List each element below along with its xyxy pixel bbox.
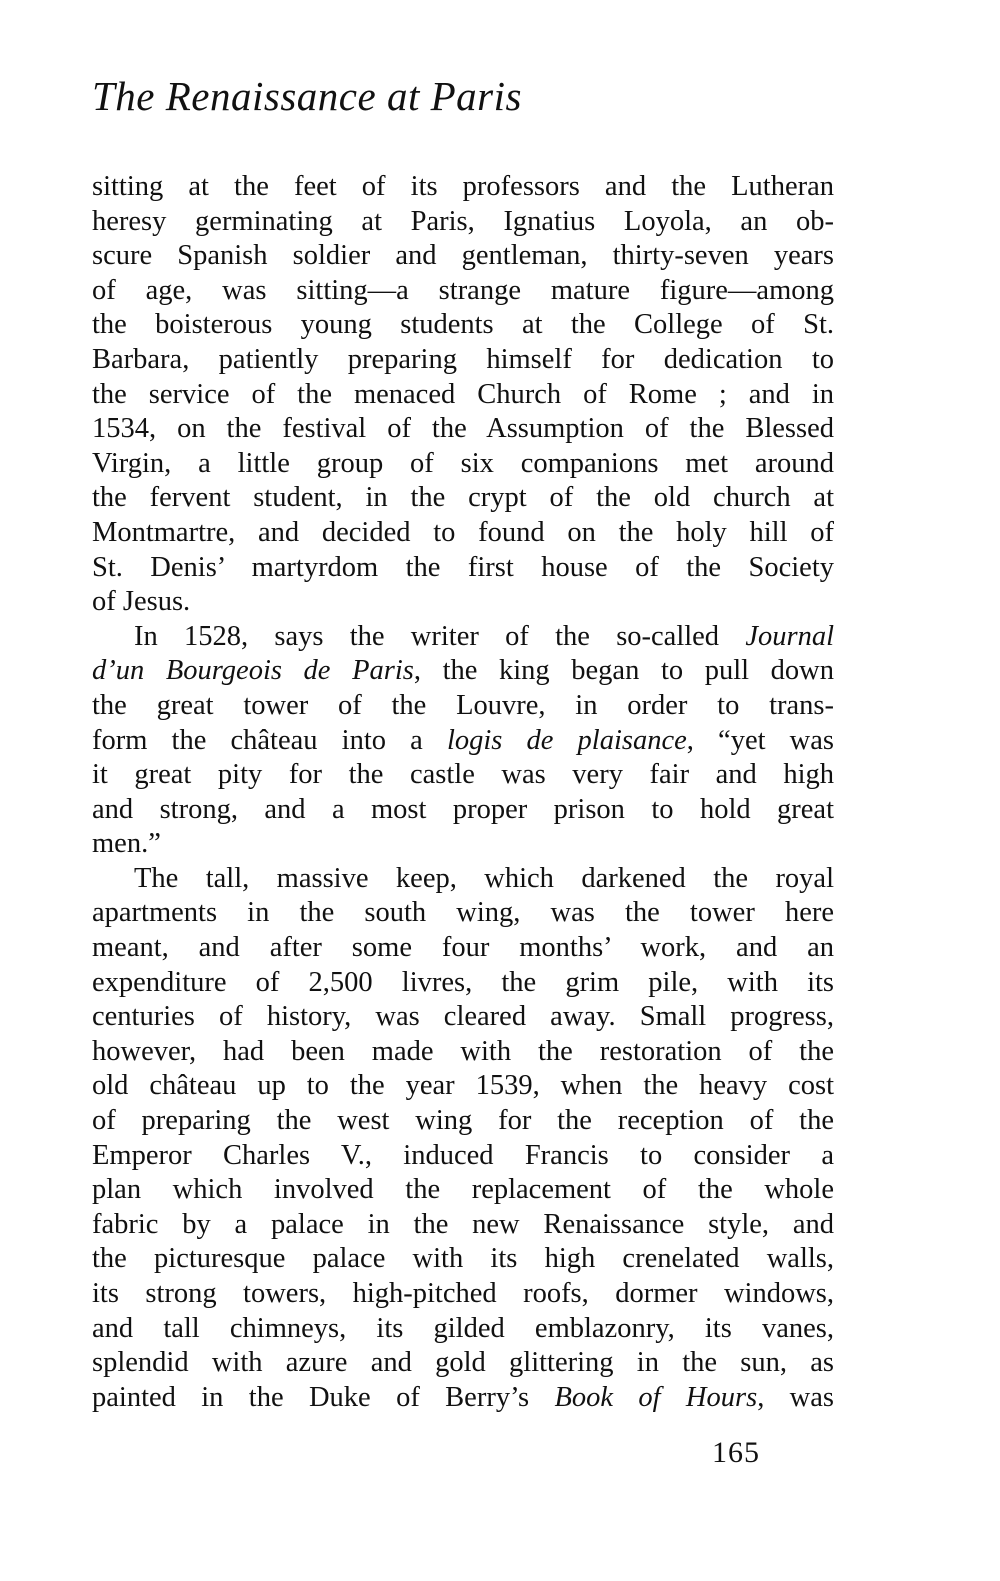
text-segment: , “yet was <box>686 724 834 756</box>
text-line: St. Denis’ martyrdom the first house of the Society <box>92 551 834 583</box>
text-line <box>92 1381 834 1416</box>
italic-title: logis de plaisance <box>446 724 687 756</box>
text-line: and tall chimneys, its gilded emblazonry, its vanes, <box>92 1312 834 1344</box>
text-line: centuries of history, was cleared away. Small progress, <box>92 1001 834 1033</box>
text-line: splendid with azure and gold glittering in the sun, as <box>92 1347 834 1379</box>
text-line: of preparing the west wing for the reception of the <box>92 1105 834 1137</box>
text-segment: , was <box>757 1381 835 1413</box>
italic-title: d’un Bourgeois de Paris <box>92 655 414 687</box>
text-segment: form the château into a <box>92 724 447 756</box>
text-line <box>92 724 834 759</box>
text-line: the service of the menaced Church of Rome ; and in <box>92 378 834 410</box>
text-line: heresy germinating at Paris, Ignatius Loyola, an ob- <box>92 205 834 237</box>
text-line: expenditure of 2,500 livres, the grim pile, with its <box>92 966 834 998</box>
running-head: The Renaissance at Paris <box>92 73 522 119</box>
text-line: old château up to the year 1539, when the heavy cost <box>92 1070 834 1102</box>
text-line: 1534, on the festival of the Assumption of the Blessed <box>92 413 834 445</box>
text-line: apartments in the south wing, was the tower here <box>92 897 834 929</box>
text-line: and strong, and a most proper prison to hold great <box>92 793 834 825</box>
text-line: plan which involved the replacement of the whole <box>92 1174 834 1206</box>
text-line: it great pity for the castle was very fair and high <box>92 759 834 791</box>
text-line: however, had been made with the restoration of the <box>92 1035 834 1067</box>
text-segment: painted in the Duke of Berry’s <box>92 1381 555 1413</box>
text-line: of Jesus. <box>92 586 191 618</box>
page-number: 165 <box>712 1436 760 1469</box>
text-line: The tall, massive keep, which darkened the royal <box>134 862 834 894</box>
text-line: the fervent student, in the crypt of the old church at <box>92 482 834 514</box>
text-line: the great tower of the Louvre, in order to trans- <box>92 689 834 721</box>
text-line: men.” <box>92 828 161 860</box>
text-line: of age, was sitting—a strange mature figure—among <box>92 274 834 306</box>
text-segment: In 1528, says the writer of the so-called <box>134 620 746 652</box>
text-line: Emperor Charles V., induced Francis to consider a <box>92 1139 834 1171</box>
text-line: sitting at the feet of its professors and the Lutheran <box>92 171 834 202</box>
text-line: the picturesque palace with its high crenelated walls, <box>92 1243 834 1275</box>
text-segment: , the king began to pull down <box>413 655 834 687</box>
text-line: Montmartre, and decided to found on the holy hill of <box>92 516 834 548</box>
text-line: fabric by a palace in the new Renaissance style, and <box>92 1208 834 1240</box>
text-line: Barbara, patiently preparing himself for dedication to <box>92 343 834 375</box>
text-line: meant, and after some four months’ work, and an <box>92 932 834 964</box>
text-line: the boisterous young students at the College of St. <box>92 309 834 341</box>
text-line: its strong towers, high-pitched roofs, dormer windows, <box>92 1278 834 1309</box>
text-line <box>92 620 834 655</box>
italic-title: Book of Hours <box>554 1381 758 1413</box>
text-line: scure Spanish soldier and gentleman, thirty-seven years <box>92 240 834 272</box>
italic-title: Journal <box>745 620 834 652</box>
text-line <box>92 654 834 689</box>
text-line: Virgin, a little group of six companions met around <box>92 447 834 479</box>
body-text <box>92 170 834 1415</box>
